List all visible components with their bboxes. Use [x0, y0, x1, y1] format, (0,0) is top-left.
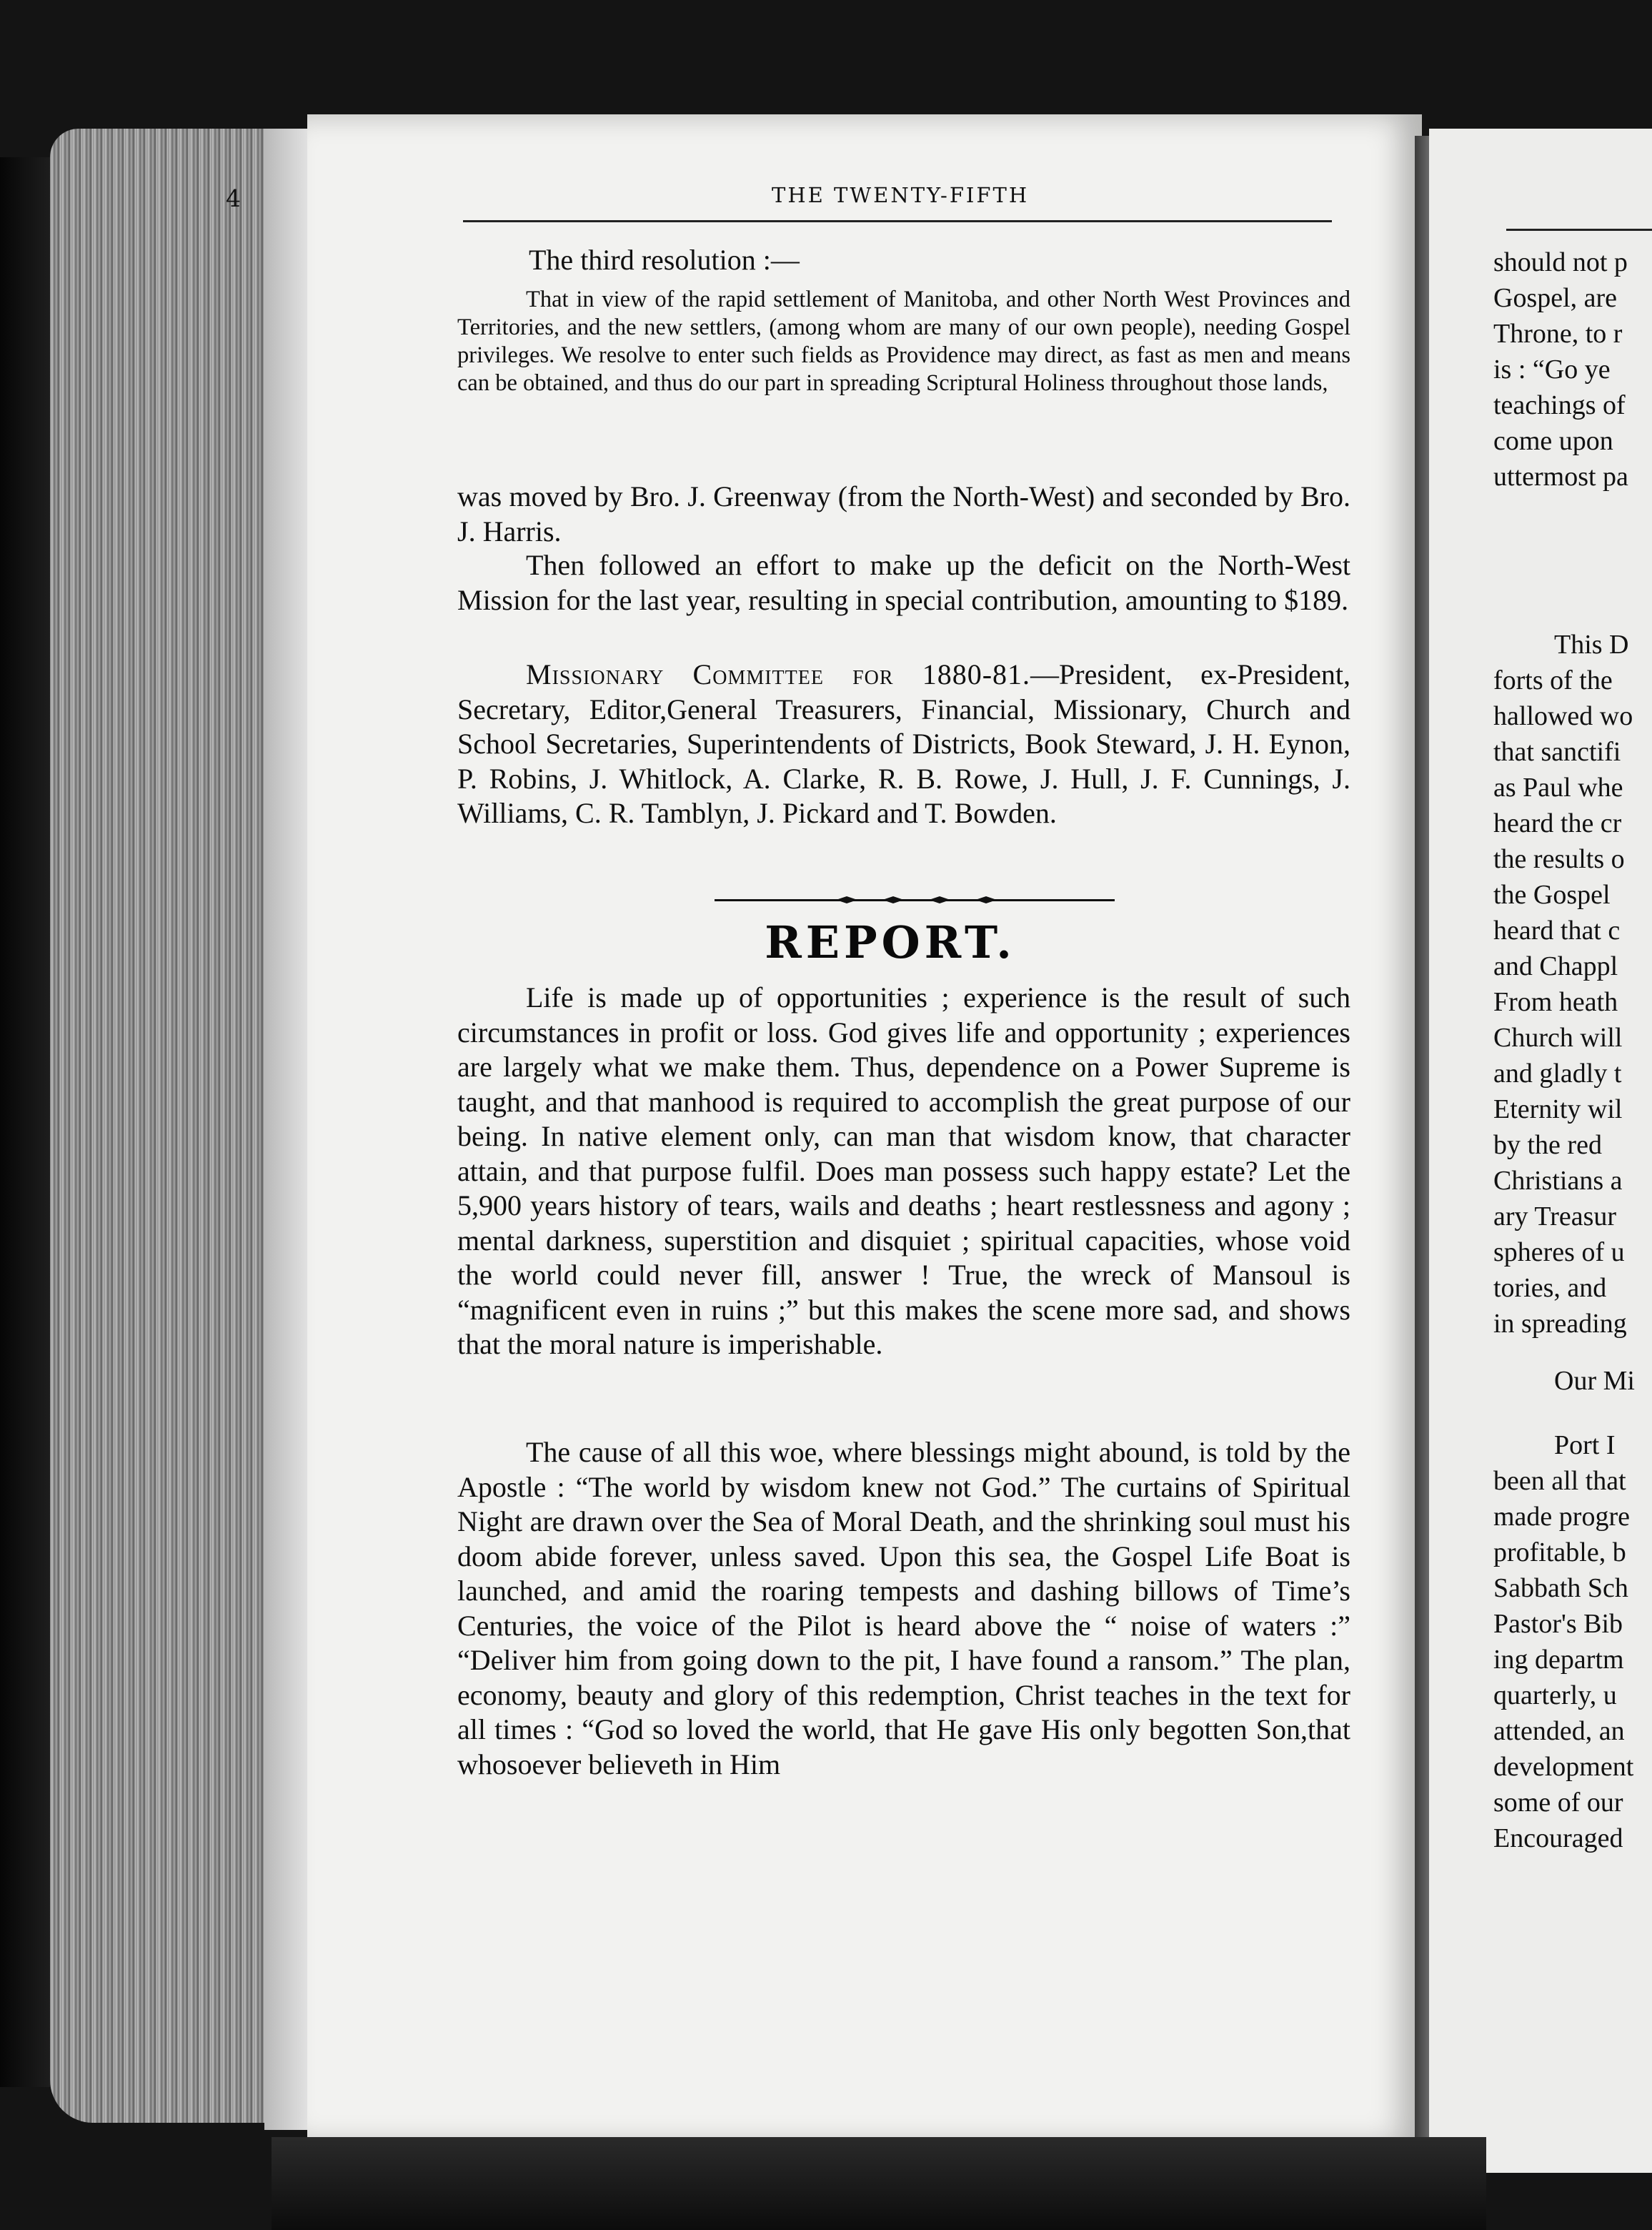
facing-page-line: forts of the	[1493, 665, 1613, 695]
facing-page-line: Christians a	[1493, 1166, 1623, 1196]
facing-page-line: the Gospel	[1493, 880, 1611, 910]
facing-page-line: teachings of	[1493, 390, 1626, 420]
facing-page-line: made progre	[1493, 1502, 1630, 1532]
report-paragraph-2: The cause of all this woe, where blessings might abound, is told by the Apostle : “The world by wisdom knew not God.” The curtains of Spiritual Night are drawn over the Sea of Moral Death, and the shrinking soul must his doom abide forever, unless saved. Upon this sea, the Gospel Life Boat is launched, and amid the roaring tempests and dashing billows of Time’s Centuries, the voice of the Pilot is heard above the “ noise of waters :” “Deliver him from going down to the pit, I have found a ransom.” The plan, economy, beauty and glory of this redemption, Christ teaches in the text for all times : “God so loved the world, that He gave His only begotten Son,that whosoever believeth in Him	[457, 1436, 1350, 1780]
facing-page-line: is : “Go ye	[1493, 355, 1611, 385]
facing-page-line: hallowed wo	[1493, 701, 1633, 731]
facing-page-line: ary Treasur	[1493, 1201, 1617, 1232]
facing-page-line: tories, and	[1493, 1273, 1607, 1303]
resolution-moved: was moved by Bro. J. Greenway (from the North-West) and seconded by Bro. J. Harris.	[457, 480, 1350, 547]
committee-heading: Missionary Committee for 1880-81.	[526, 658, 1031, 690]
header-rule	[463, 220, 1332, 222]
facing-page-line: been all that	[1493, 1466, 1626, 1496]
facing-page-line: come upon	[1493, 426, 1613, 456]
bottom-shadow	[272, 2137, 1486, 2230]
facing-page-line: Pastor's Bib	[1493, 1609, 1623, 1639]
facing-page-line: Sabbath Sch	[1493, 1573, 1628, 1603]
facing-page	[1429, 129, 1652, 2173]
facing-page-line: Eternity wil	[1493, 1094, 1623, 1124]
committee-text: —President, ex-President, Secretary, Editor,General Treasurers, Financial, Missionary, Church and School Secretaries, Superintendents of Districts, Book Steward, J. H. Eynon, P. Robins, J. Whitlock, A. Clarke, R. B. Rowe, J. Hull, J. F. Cunnings, J. Williams, C. R. Tamblyn, J. Pickard and T. Bowden.	[457, 658, 1351, 829]
report-title	[0, 916, 1652, 968]
facing-page-line: should not p	[1493, 247, 1628, 277]
facing-page-line: Throne, to r	[1493, 319, 1623, 349]
running-head: THE TWENTY-FIFTH	[772, 183, 1030, 207]
facing-page-line: From heath	[1493, 987, 1618, 1017]
facing-page-line: This D	[1554, 630, 1629, 660]
page-number: 4	[226, 184, 241, 212]
facing-page-line: quarterly, u	[1493, 1680, 1617, 1710]
report-title-text: REPORT.	[765, 916, 1016, 968]
facing-page-line: and gladly t	[1493, 1059, 1622, 1089]
committee-paragraph	[457, 658, 1350, 831]
facing-page-line: Encouraged	[1493, 1823, 1623, 1853]
book-page-edges	[50, 129, 286, 2123]
facing-page-line: attended, an	[1493, 1716, 1625, 1746]
facing-page-line: Port I	[1554, 1430, 1616, 1460]
facing-page-line: profitable, b	[1493, 1537, 1626, 1567]
facing-page-line: that sanctifi	[1493, 737, 1621, 767]
facing-page-rule	[1506, 229, 1652, 231]
resolution-lead: The third resolution :—	[529, 244, 800, 276]
facing-page-line: heard the cr	[1493, 808, 1622, 838]
facing-page-line: the results o	[1493, 844, 1625, 874]
facing-page-line: as Paul whe	[1493, 773, 1623, 803]
facing-page-line: development	[1493, 1752, 1634, 1782]
facing-page-line: Our Mi	[1554, 1366, 1635, 1396]
facing-page-line: by the red	[1493, 1130, 1602, 1160]
facing-page-line: Church will	[1493, 1023, 1623, 1053]
deficit-paragraph: Then followed an effort to make up the deficit on the North-West Mission for the last year, resulting in special contribution, amounting to $189.	[457, 549, 1350, 616]
facing-page-line: in spreading	[1493, 1309, 1627, 1339]
facing-page-line: heard that c	[1493, 916, 1621, 946]
facing-page-line: uttermost pa	[1493, 462, 1628, 492]
resolution-text: That in view of the rapid settlement of Manitoba, and other North West Provinces and Territories, and the new settlers, (among whom are many of our own people), needing Gospel privileges. We resolve to enter such fields as Providence may direct, as fast as men and means can be obtained, and thus do our part in spreading Scriptural Holiness throughout those lands,	[457, 287, 1350, 396]
report-paragraph-1: Life is made up of opportunities ; experience is the result of such circumstances in profit or loss. God gives life and opportunity ; experiences are largely what we make them. Thus, dependence on a Power Supreme is taught, and that manhood is required to accomplish the great purpose of our being. In native element only, can man that wisdom know, that character attain, and that purpose fulfil. Does man possess such happy estate? Let the 5,900 years history of tears, wails and deaths ; heart restlessness and agony ; mental darkness, superstition and disquiet ; spiritual capacities, whose void the world could never fill, answer ! True, the wreck of Mansoul is “magnificent even in ruins ;” but this makes the scene more sad, and shows that the moral nature is imperishable.	[457, 981, 1350, 1360]
facing-page-line: ing departm	[1493, 1645, 1624, 1675]
ornament-diamonds	[715, 895, 1115, 905]
facing-page-line: Gospel, are	[1493, 283, 1618, 313]
facing-page-line: some of our	[1493, 1788, 1623, 1818]
facing-page-line: and Chappl	[1493, 951, 1618, 981]
facing-page-line: spheres of u	[1493, 1237, 1625, 1267]
section-ornament	[715, 895, 1115, 905]
